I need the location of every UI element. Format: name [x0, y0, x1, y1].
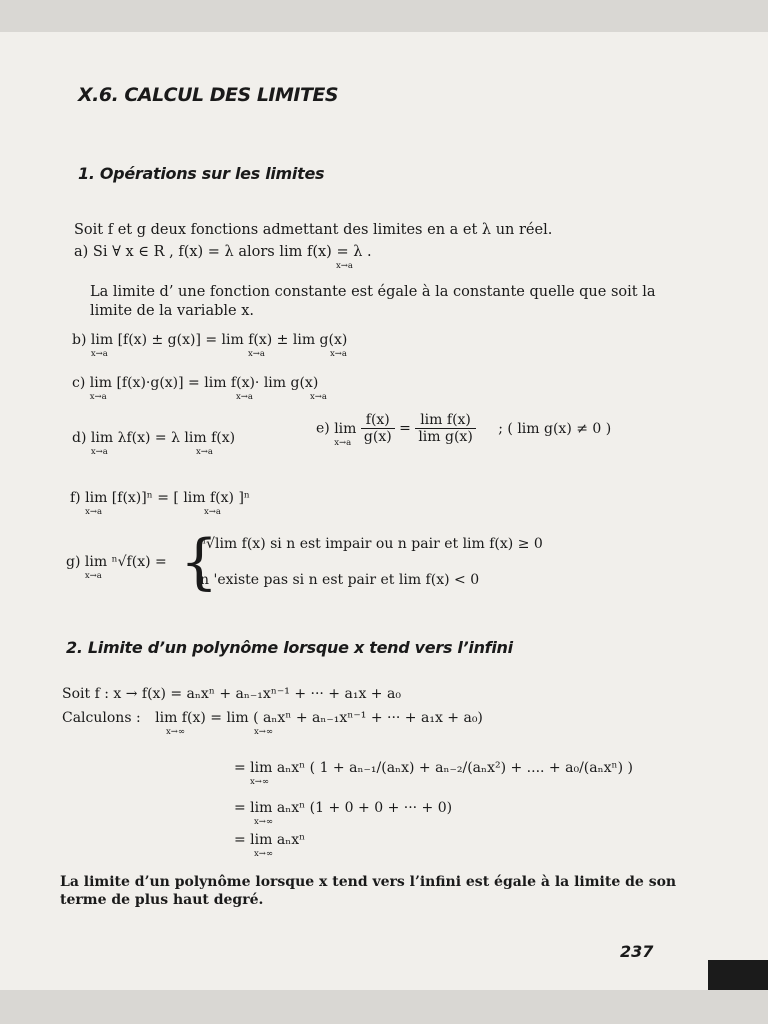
denominator: lim g(x)	[418, 429, 473, 445]
rule-f	[70, 490, 250, 517]
page-edge-shadow	[708, 960, 768, 990]
lim-sub: x→a	[334, 437, 352, 448]
rule-f-expr: [f(x)]ⁿ = [ lim f(x) ]ⁿ	[111, 490, 250, 506]
case-2-text: n 'existe pas si n est pair et lim f(x) < 0	[200, 572, 480, 588]
fraction-f-over-g	[361, 412, 395, 445]
fraction-lim-ratio	[415, 412, 475, 445]
calc-line-2	[234, 760, 633, 787]
rule-c	[72, 375, 327, 402]
rule-b-label: b)	[72, 332, 87, 348]
lim-sub: x→∞	[166, 727, 185, 737]
lim-operator: lim x→a	[89, 375, 112, 402]
page-number: 237	[620, 942, 654, 961]
lim-operator: lim x→a	[90, 332, 114, 359]
rule-a	[74, 244, 372, 271]
conclusion-line-2: terme de plus haut degré.	[60, 892, 264, 908]
rule-d-expr: λf(x) = λ lim f(x)	[117, 430, 236, 446]
lim-operator: lim x→a	[84, 554, 108, 581]
lim-operator: lim x→a	[90, 430, 114, 457]
lim-sub: x→a	[310, 392, 327, 402]
lim-sub: x→∞	[254, 817, 273, 827]
rule-g-case-2	[200, 572, 479, 588]
rule-a-note-1: La limite d’ une fonction constante est égale à la constante quelle que soit la	[90, 284, 656, 300]
lim-sub: x→a	[89, 392, 107, 402]
rule-a-subscript: x→a	[336, 261, 353, 271]
calc-line-3	[234, 800, 453, 827]
calc-3-expr: = lim aₙxⁿ (1 + 0 + 0 + ··· + 0)	[234, 800, 453, 816]
rule-g-case-1	[200, 536, 543, 552]
numerator: lim f(x)	[415, 412, 475, 429]
rule-d	[72, 430, 236, 457]
lim-sub: x→a	[90, 349, 108, 359]
section-title: X.6. CALCUL DES LIMITES	[78, 84, 339, 106]
rule-e-condition: ; ( lim g(x) ≠ 0 )	[498, 420, 612, 437]
calc-4-expr: = lim aₙxⁿ	[234, 832, 306, 848]
left-brace: {	[180, 527, 219, 597]
calc-2-expr: = lim aₙxⁿ ( 1 + aₙ₋₁/(aₙx) + aₙ₋₂/(aₙx²) + .... + a₀/(aₙxⁿ) )	[234, 760, 633, 776]
lim-operator: lim x→a	[334, 420, 357, 448]
calc-line-1	[62, 710, 483, 737]
case-1-text: ⁿ√lim f(x) si n est impair ou n pair et lim f(x) ≥ 0	[200, 536, 543, 552]
conclusion-line-1: La limite d’un polynôme lorsque x tend vers l’infini est égale à la limite de son	[60, 874, 677, 890]
numerator: f(x)	[361, 412, 395, 429]
rule-b	[72, 332, 348, 359]
lim-sub: x→a	[236, 392, 253, 402]
lim-sub: x→a	[85, 507, 103, 517]
denominator: g(x)	[363, 429, 392, 445]
rule-f-label: f)	[70, 490, 81, 506]
lim-sub: x→a	[84, 571, 102, 581]
rule-a-text: a) Si ∀ x ∈ R , f(x) = λ alors lim f(x) = λ .	[74, 244, 372, 260]
rule-g-root: ⁿ√f(x) =	[111, 554, 167, 570]
lim-sub: x→∞	[254, 849, 273, 859]
rule-b-expr: [f(x) ± g(x)] = lim f(x) ± lim g(x)	[117, 332, 348, 348]
subsection-title-2: 2. Limite d’un polynôme lorsque x tend vers l’infini	[66, 638, 513, 657]
lim-sub: x→a	[248, 349, 265, 359]
subsection-title-1: 1. Opérations sur les limites	[78, 164, 325, 183]
rule-d-label: d)	[72, 430, 87, 446]
lim-operator: lim x→a	[85, 490, 108, 517]
rule-c-label: c)	[72, 375, 86, 391]
rule-e: e) lim x→a $\frac{f(x)}{g(x)}$ = $\frac{\text{lim f(x)}}{\text{lim g(x)}}$ ; ( lim g(x) ≠ 0 )	[316, 412, 612, 448]
rule-c-expr: [f(x)·g(x)] = lim f(x)· lim g(x)	[116, 375, 319, 391]
polynomial-definition: Soit f : x → f(x) = aₙxⁿ + aₙ₋₁xⁿ⁻¹ + ··· + a₁x + a₀	[62, 686, 401, 702]
lim-sub: x→a	[196, 447, 213, 457]
rule-g	[66, 554, 167, 581]
calc-label: Calculons :	[62, 710, 141, 726]
rule-g-label: g)	[66, 554, 81, 570]
lim-sub: x→∞	[250, 777, 269, 787]
intro-text: Soit f et g deux fonctions admettant des limites en a et λ un réel.	[74, 222, 553, 238]
book-page	[0, 32, 768, 990]
lim-sub: x→∞	[254, 727, 273, 737]
calc-1-expr: lim f(x) = lim ( aₙxⁿ + aₙ₋₁xⁿ⁻¹ + ··· + a₁x + a₀)	[155, 710, 483, 726]
rule-a-note-2: limite de la variable x.	[90, 303, 254, 319]
lim-sub: x→a	[204, 507, 221, 517]
lim-sub: x→a	[330, 349, 347, 359]
calc-line-4	[234, 832, 306, 859]
lim-sub: x→a	[90, 447, 108, 457]
rule-e-label: e)	[316, 420, 330, 437]
